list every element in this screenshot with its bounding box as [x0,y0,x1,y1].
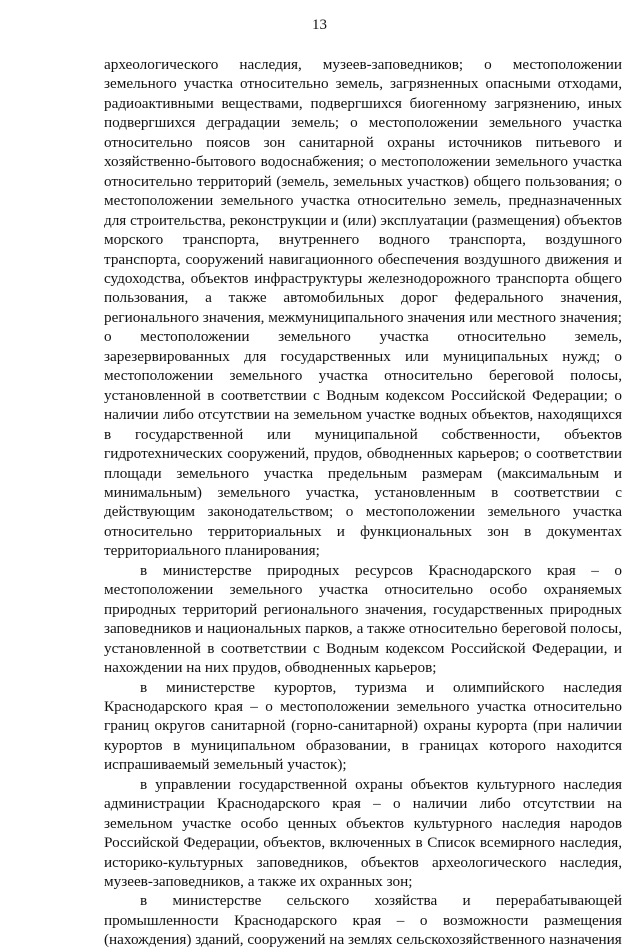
paragraph-continuation: археологического наследия, музеев-заповедников; о местоположении земельного участка относительно земель, загрязненных опасными отходами, радиоактивными веществами, подвергшихся биогенному загрязнению, иных подвергшихся деградации земель; о местоположении земельного участка относительно поясов зон санитарной охраны источников питьевого и хозяйственно-бытового водоснабжения; о местоположении земельного участка относительно территорий (земель, земельных участков) общего пользования; о местоположении земельного участка относительно земель, предназначенных для строительства, реконструкции и (или) эксплуатации (размещения) объектов морского транспорта, внутреннего водного транспорта, воздушного транспорта, сооружений навигационного обеспечения воздушного движения и судоходства, объектов инфраструктуры железнодорожного транспорта общего пользования, а также автомобильных дорог федерального значения, регионального значения, межмуниципального значения или местного значения; о местоположении земельного участка относительно земель, зарезервированных для государственных или муниципальных нужд; о местоположении земельного участка относительно береговой полосы, установленной в соответствии с Водным кодексом Российской Федерации; о наличии либо отсутствии на земельном участке водных объектов, находящихся в государственной или муниципальной собственности, объектов гидротехнических сооружений, прудов, обводненных карьеров; о соответствии площади земельного участка предельным размерам (максимальным и минимальным) земельного участка, установленным в соответствии с действующим законодательством; о местоположении земельного участка относительно территориальных и функциональных зон в документах территориального планирования; [104,56,622,560]
paragraph-resorts-ministry: в министерстве курортов, туризма и олимпийского наследия Краснодарского края – о местоположении земельного участка относительно границ округов санитарной (горно-санитарной) охраны курорта (при наличии курортов в муниципальном образовании, в границах которого находится испрашиваемый земельный участок); [104,678,622,774]
paragraph-natural-resources-ministry: в министерстве природных ресурсов Краснодарского края – о местоположении земельного участка относительно особо охраняемых природных территорий регионального значения, государственных природных заповедников и национальных парков, а также относительно береговой полосы, установленной в соответствии с Водным кодексом Российской Федерации, и нахождении на них прудов, обводненных карьеров; [104,561,622,677]
paragraph-cultural-heritage-department: в управлении государственной охраны объектов культурного наследия администрации Краснодарского края – о наличии либо отсутствии на земельном участке особо ценных объектов культурного наследия народов Российской Федерации, объектов, включенных в Список всемирного наследия, историко-культурных заповедников, объектов археологического наследия, музеев-заповедников, а также их охранных зон; [104,775,622,891]
paragraph-agriculture-ministry: в министерстве сельского хозяйства и перерабатывающей промышленности Краснодарского края – о возможности размещения (нахождения) зданий, сооружений на землях сельскохозяйственного назначения [104,892,622,949]
page-number: 13 [312,17,327,33]
document-body [104,55,622,950]
